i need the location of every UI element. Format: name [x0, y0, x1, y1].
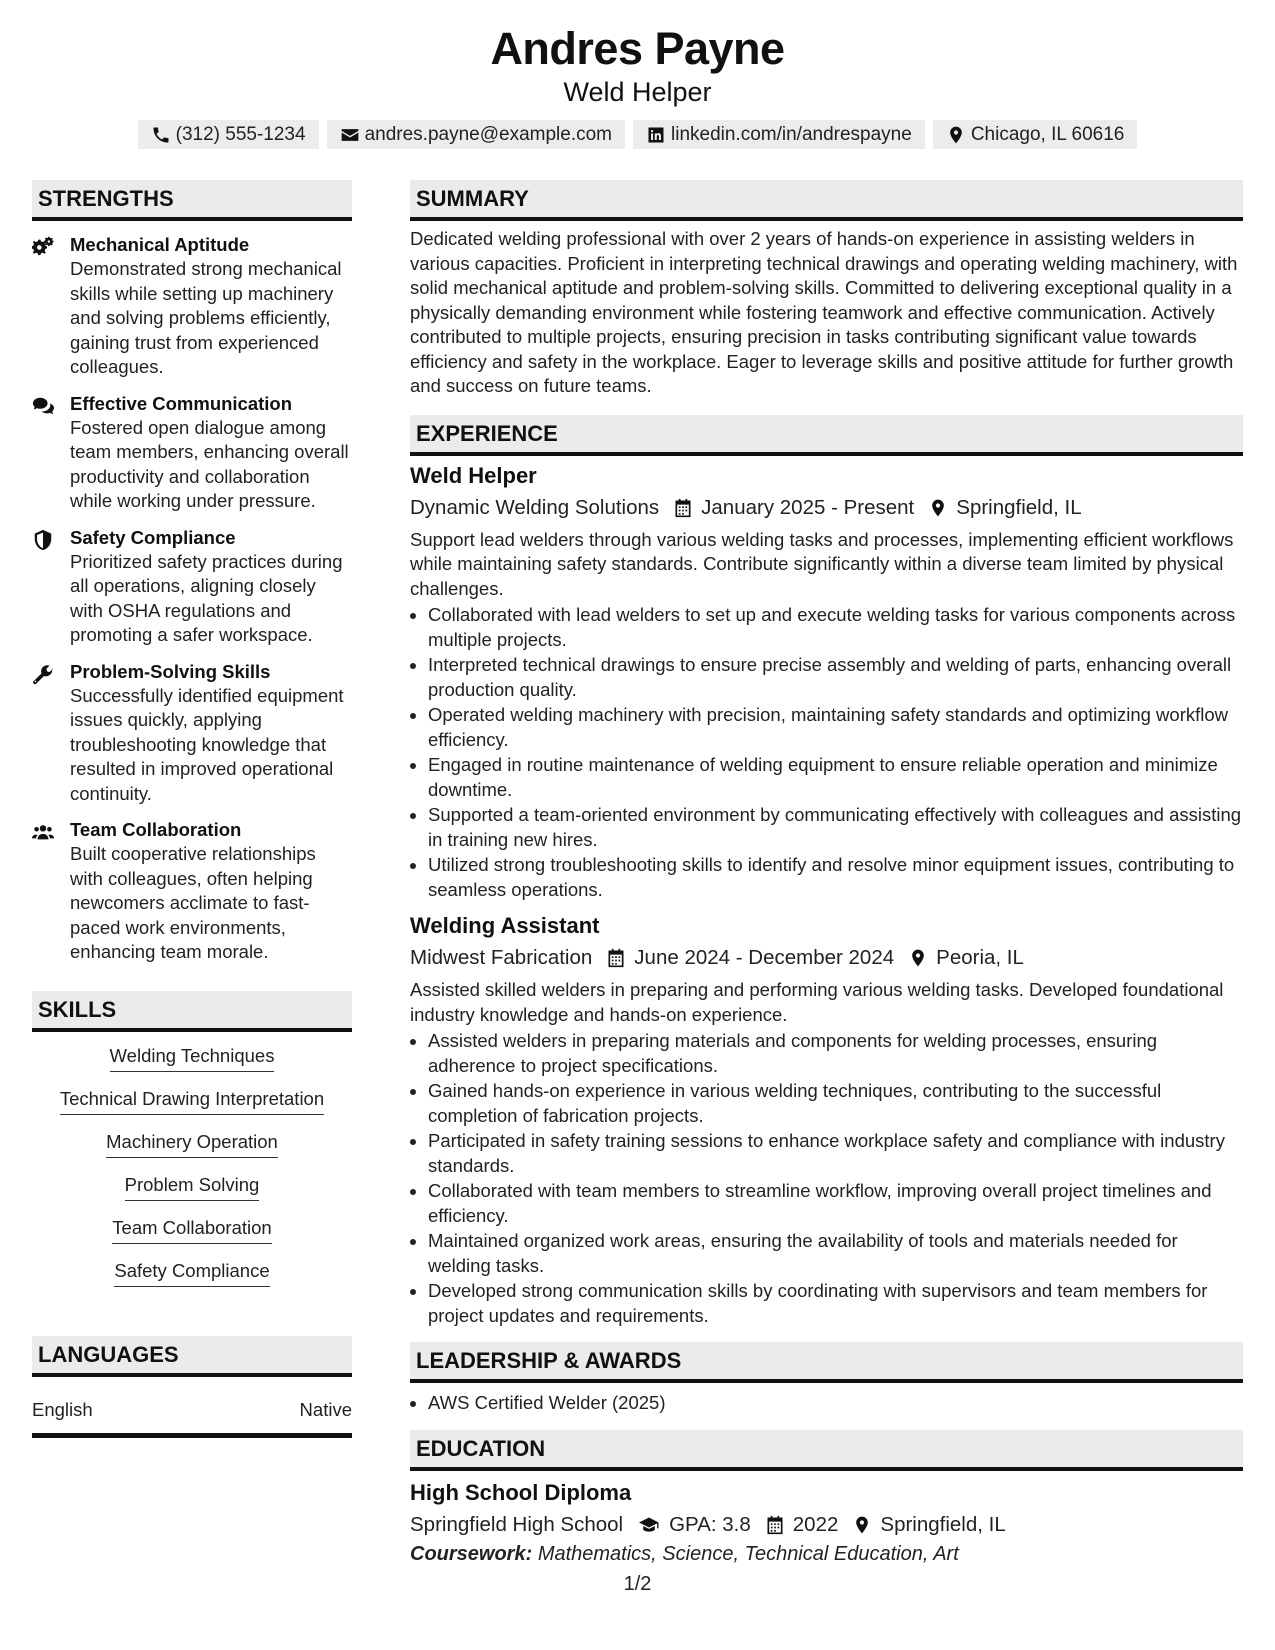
linkedin-text[interactable]: linkedin.com/in/andrespayne [671, 123, 912, 145]
summary-text: Dedicated welding professional with over 2 years of hands-on experience in assisting welders in various capacities. Proficient in interpreting technical drawings and operating welding machinery, with solid mechanical aptitude and problem-solving skills. Committed to delivering exceptional quality in a physically demanding environment while fostering teamwork and effective communication. Actively contributed to multiple projects, ensuring precision in tasks contributing significant value towards efficiency and safety in the workplace. Eager to leverage skills and positive attitude for further growth and success on future teams. [410, 228, 1238, 396]
school-name: Springfield High School [410, 1512, 624, 1536]
phone-chip [138, 120, 319, 149]
awards-heading: LEADERSHIP & AWARDS [410, 1342, 1243, 1383]
bullet-item: • Utilized strong troubleshooting skills to identify and resolve minor equipment issues, contributing to seamless operations. [428, 853, 1243, 902]
strength-title: Team Collaboration [70, 819, 242, 840]
awards-list [410, 1391, 1243, 1416]
job-entry [410, 462, 1243, 903]
left-column [32, 180, 352, 1438]
skill-item: Welding Techniques [110, 1044, 275, 1072]
strength-item [32, 526, 352, 648]
envelope-icon [340, 125, 360, 145]
experience-heading: EXPERIENCE [410, 415, 1243, 456]
education-heading: EDUCATION [410, 1430, 1243, 1471]
award-item: • AWS Certified Welder (2025) [428, 1391, 1243, 1416]
strength-item [32, 660, 352, 807]
candidate-name: Andres Payne [490, 23, 785, 74]
language-row [32, 1399, 352, 1438]
job-entry [410, 912, 1243, 1328]
calendar-icon [673, 498, 693, 518]
linkedin-chip[interactable] [633, 120, 925, 149]
email-text[interactable]: andres.payne@example.com [364, 123, 612, 145]
candidate-title: Weld Helper [563, 77, 712, 107]
language-level: Native [299, 1398, 352, 1420]
job-location: Springfield, IL [956, 495, 1082, 519]
languages-heading: LANGUAGES [32, 1336, 352, 1377]
job-bullets [410, 1029, 1243, 1328]
job-dates: June 2024 - December 2024 [634, 946, 895, 969]
bullet-item: • Interpreted technical drawings to ensure precise assembly and welding of parts, enhancing overall production quality. [428, 653, 1243, 702]
bullet-item: • Operated welding machinery with precision, maintaining safety standards and optimizing workflow efficiency. [428, 703, 1243, 752]
strength-item [32, 233, 352, 380]
bullet-item: • Collaborated with lead welders to set up and execute welding tasks for various components across multiple projects. [428, 603, 1243, 652]
job-dates: January 2025 - Present [701, 495, 915, 519]
job-bullets [410, 603, 1243, 902]
location-text: Chicago, IL 60616 [970, 123, 1125, 145]
calendar-icon [606, 948, 626, 968]
job-description: Support lead welders through various welding tasks and processes, implementing efficient workflows while maintaining safety standards. Contribute significantly within a diverse team limited by physical challenges. [410, 528, 1234, 599]
bullet-item: • Collaborated with team members to streamline workflow, improving overall project timelines and efficiency. [428, 1179, 1243, 1228]
strength-desc: Fostered open dialogue among team members, enhancing overall productivity and collaboration while working under pressure. [70, 416, 349, 511]
strength-title: Safety Compliance [70, 526, 236, 548]
phone-icon [151, 125, 171, 145]
school-location: Springfield, IL [880, 1512, 1006, 1536]
skill-item: Machinery Operation [106, 1130, 278, 1158]
strength-desc: Demonstrated strong mechanical skills while setting up machinery and solving problems efficiently, gaining trust from experienced colleagues. [70, 258, 342, 377]
job-description: Assisted skilled welders in preparing and performing various welding tasks. Developed foundational industry knowledge and hands-on experience. [410, 979, 1224, 1025]
contact-bar [0, 120, 1275, 149]
strength-item [32, 392, 352, 514]
users-icon [32, 821, 54, 843]
skill-item: Problem Solving [125, 1173, 260, 1201]
gears-icon [32, 236, 54, 258]
map-pin-icon [946, 125, 966, 145]
strength-desc: Successfully identified equipment issues quickly, applying troubleshooting knowledge that resulted in improved operational continuity. [70, 684, 344, 804]
company-name: Dynamic Welding Solutions [410, 495, 660, 519]
page-number: 1/2 [623, 1573, 652, 1595]
skills-list [32, 1032, 352, 1302]
job-location: Peoria, IL [936, 946, 1024, 969]
skill-item: Safety Compliance [114, 1259, 269, 1287]
gpa: GPA: 3.8 [669, 1512, 751, 1536]
company-name: Midwest Fabrication [410, 946, 593, 969]
phone-text: (312) 555-1234 [175, 123, 306, 145]
job-meta [410, 494, 1243, 522]
graduation-cap-icon [637, 1515, 661, 1535]
degree-title: High School Diploma [410, 1479, 632, 1505]
bullet-item: • Developed strong communication skills by coordinating with supervisors and team members for project updates and requirements. [428, 1279, 1243, 1328]
wrench-icon [32, 663, 54, 685]
right-column [410, 180, 1243, 1566]
summary-heading: SUMMARY [410, 180, 1243, 221]
comments-icon [32, 395, 54, 417]
coursework-label: Coursework: [410, 1542, 533, 1565]
strength-title: Problem-Solving Skills [70, 660, 271, 682]
strength-desc: Built cooperative relationships with colleagues, often helping newcomers acclimate to fast-paced work environments, enhancing team morale. [70, 843, 316, 962]
graduation-year: 2022 [792, 1512, 839, 1536]
linkedin-icon [646, 125, 666, 145]
map-pin-icon [928, 498, 948, 518]
location-chip [933, 120, 1138, 149]
language-name: English [32, 1398, 93, 1420]
education-meta [410, 1511, 1243, 1539]
job-meta [410, 944, 1243, 972]
skill-item: Technical Drawing Interpretation [60, 1087, 324, 1115]
bullet-item: • Maintained organized work areas, ensuring the availability of tools and materials needed for welding tasks. [428, 1229, 1243, 1278]
strength-item [32, 818, 352, 965]
calendar-icon [765, 1515, 785, 1535]
resume-header [0, 22, 1275, 149]
strength-title: Effective Communication [70, 392, 293, 414]
map-pin-icon [852, 1515, 872, 1535]
strength-title: Mechanical Aptitude [70, 234, 250, 255]
bullet-item: • Supported a team-oriented environment by communicating effectively with colleagues and assisting in training new hires. [428, 803, 1243, 852]
email-chip[interactable] [327, 120, 625, 149]
bullet-item: • Assisted welders in preparing materials and components for welding processes, ensuring adherence to project specifications. [428, 1029, 1243, 1078]
coursework-list: Mathematics, Science, Technical Education, Art [537, 1542, 959, 1565]
job-title: Weld Helper [410, 462, 537, 488]
shield-icon [32, 529, 54, 551]
skill-item: Team Collaboration [112, 1216, 271, 1244]
skills-heading: SKILLS [32, 991, 352, 1032]
job-title: Welding Assistant [410, 913, 600, 938]
coursework [410, 1543, 1243, 1566]
bullet-item: • Engaged in routine maintenance of welding equipment to ensure reliable operation and minimize downtime. [428, 753, 1243, 802]
bullet-item: • Gained hands-on experience in various welding techniques, contributing to the successful completion of fabrication projects. [428, 1079, 1243, 1128]
strengths-heading: STRENGTHS [32, 180, 352, 221]
map-pin-icon [908, 948, 928, 968]
strength-desc: Prioritized safety practices during all operations, aligning closely with OSHA regulations and promoting a safer workspace. [70, 550, 343, 645]
bullet-item: • Participated in safety training sessions to enhance workplace safety and compliance with industry standards. [428, 1129, 1243, 1178]
